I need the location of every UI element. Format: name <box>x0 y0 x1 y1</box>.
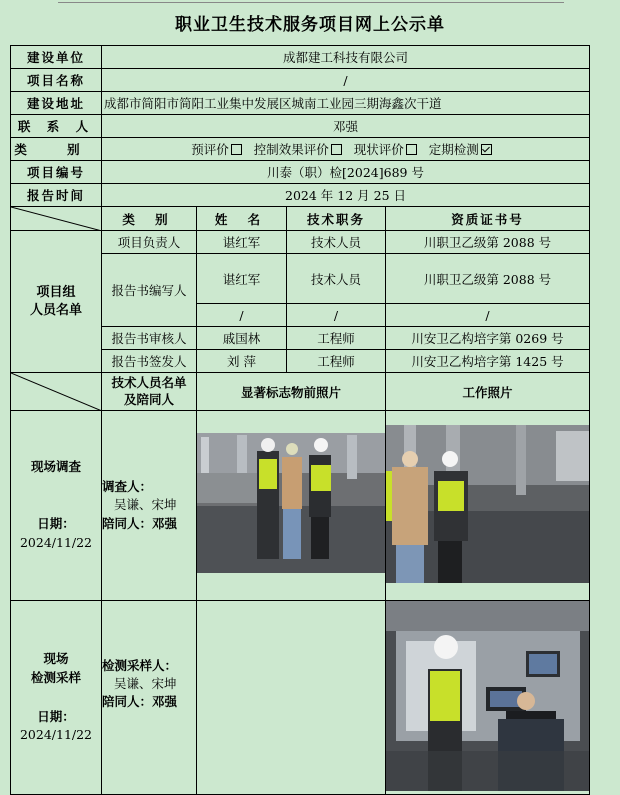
photo-header-corner <box>11 373 102 411</box>
member-name: / <box>197 304 287 327</box>
contact-value: 邓强 <box>102 115 590 138</box>
category-options <box>102 138 590 161</box>
member-name: 刘 萍 <box>197 350 287 373</box>
work-photo-header: 工作照片 <box>386 373 590 411</box>
option-periodic-test: 定期检测 <box>429 142 500 157</box>
address-label: 建设地址 <box>11 92 102 115</box>
photo-header-row <box>11 373 590 411</box>
survey-landmark-photo-cell <box>197 411 386 601</box>
diagonal-line <box>11 207 102 231</box>
team-header-corner <box>11 207 102 231</box>
survey-names: 吴谦、宋坤 <box>114 497 177 513</box>
member-name: 谌红军 <box>197 254 287 304</box>
sampling-people <box>102 601 197 795</box>
member-duty: 工程师 <box>287 350 386 373</box>
row-category <box>11 138 590 161</box>
survey-people <box>102 411 197 601</box>
survey-date: 2024/11/22 <box>19 534 93 550</box>
team-row <box>11 231 590 254</box>
survey-landmark-photo <box>197 411 386 597</box>
sampling-date-label: 日期： <box>37 708 75 724</box>
checkbox-icon <box>331 144 342 155</box>
survey-section <box>11 411 102 601</box>
member-category: 报告书审核人 <box>102 327 197 350</box>
row-project-name <box>11 69 590 92</box>
survey-role: 调查人： <box>102 479 153 495</box>
checkbox-checked-icon <box>481 144 492 155</box>
member-category: 报告书编写人 <box>102 254 197 327</box>
row-contact <box>11 115 590 138</box>
survey-title: 现场调查 <box>30 459 81 475</box>
sampling-row <box>11 601 590 795</box>
address-value: 成都市简阳市简阳工业集中发展区城南工业园三期海鑫次干道 <box>102 92 590 115</box>
unit-value: 成都建工科技有限公司 <box>102 46 590 69</box>
project-name-label: 项目名称 <box>11 69 102 92</box>
row-time <box>11 184 590 207</box>
sampling-date: 2024/11/22 <box>19 727 93 743</box>
sampling-work-photo <box>386 601 590 791</box>
option-pre-evaluation: 预评价 <box>191 142 250 157</box>
checkbox-icon <box>231 144 242 155</box>
time-label: 报告时间 <box>11 184 102 207</box>
member-cert: 川安卫乙构培字第 1425 号 <box>386 350 590 373</box>
option-control-effect: 控制效果评价 <box>254 142 350 157</box>
sampling-names: 吴谦、宋坤 <box>114 676 177 692</box>
team-col-duty: 技术职务 <box>287 207 386 231</box>
people-header: 技术人员名单 及陪同人 <box>102 373 197 411</box>
sampling-title: 现场 检测采样 <box>30 651 81 685</box>
code-value: 川泰（职）检[2024]689 号 <box>102 161 590 184</box>
option-status-evaluation: 现状评价 <box>354 142 425 157</box>
unit-label: 建设单位 <box>11 46 102 69</box>
team-col-cert: 资质证书号 <box>386 207 590 231</box>
member-duty: / <box>287 304 386 327</box>
team-col-category: 类 别 <box>102 207 197 231</box>
top-rule <box>58 2 564 3</box>
project-name-value: / <box>102 69 590 92</box>
member-cert: 川安卫乙构培字第 0269 号 <box>386 327 590 350</box>
sampling-role: 检测采样人： <box>102 658 178 673</box>
member-duty: 技术人员 <box>287 254 386 304</box>
code-label: 项目编号 <box>11 161 102 184</box>
member-name: 戚国林 <box>197 327 287 350</box>
team-col-name: 姓 名 <box>197 207 287 231</box>
landmark-photo-header: 显著标志物前照片 <box>197 373 386 411</box>
sampling-landmark-photo-cell <box>197 601 386 795</box>
survey-work-photo-cell <box>386 411 590 601</box>
sampling-section <box>11 601 102 795</box>
sampling-work-photo-cell <box>386 601 590 795</box>
survey-escort: 陪同人：邓强 <box>102 515 178 531</box>
sampling-escort: 陪同人：邓强 <box>102 694 178 710</box>
diagonal-line <box>11 373 102 411</box>
member-cert: 川职卫乙级第 2088 号 <box>386 254 590 304</box>
survey-date-label: 日期： <box>37 516 75 532</box>
member-category: 项目负责人 <box>102 231 197 254</box>
member-name: 谌红军 <box>197 231 287 254</box>
survey-work-photo <box>386 411 590 597</box>
member-duty: 技术人员 <box>287 231 386 254</box>
member-cert: / <box>386 304 590 327</box>
survey-row <box>11 411 590 601</box>
team-label: 项目组 人员名单 <box>11 231 102 373</box>
category-label: 类 别 <box>11 138 102 161</box>
time-value: 2024 年 12 月 25 日 <box>102 184 590 207</box>
member-cert: 川职卫乙级第 2088 号 <box>386 231 590 254</box>
contact-label: 联 系 人 <box>11 115 102 138</box>
row-address <box>11 92 590 115</box>
page-title: 职业卫生技术服务项目网上公示单 <box>175 15 445 35</box>
member-duty: 工程师 <box>287 327 386 350</box>
checkbox-icon <box>406 144 417 155</box>
team-header-row <box>11 207 590 231</box>
row-code <box>11 161 590 184</box>
disclosure-form <box>10 45 590 795</box>
row-unit <box>11 46 590 69</box>
member-category: 报告书签发人 <box>102 350 197 373</box>
